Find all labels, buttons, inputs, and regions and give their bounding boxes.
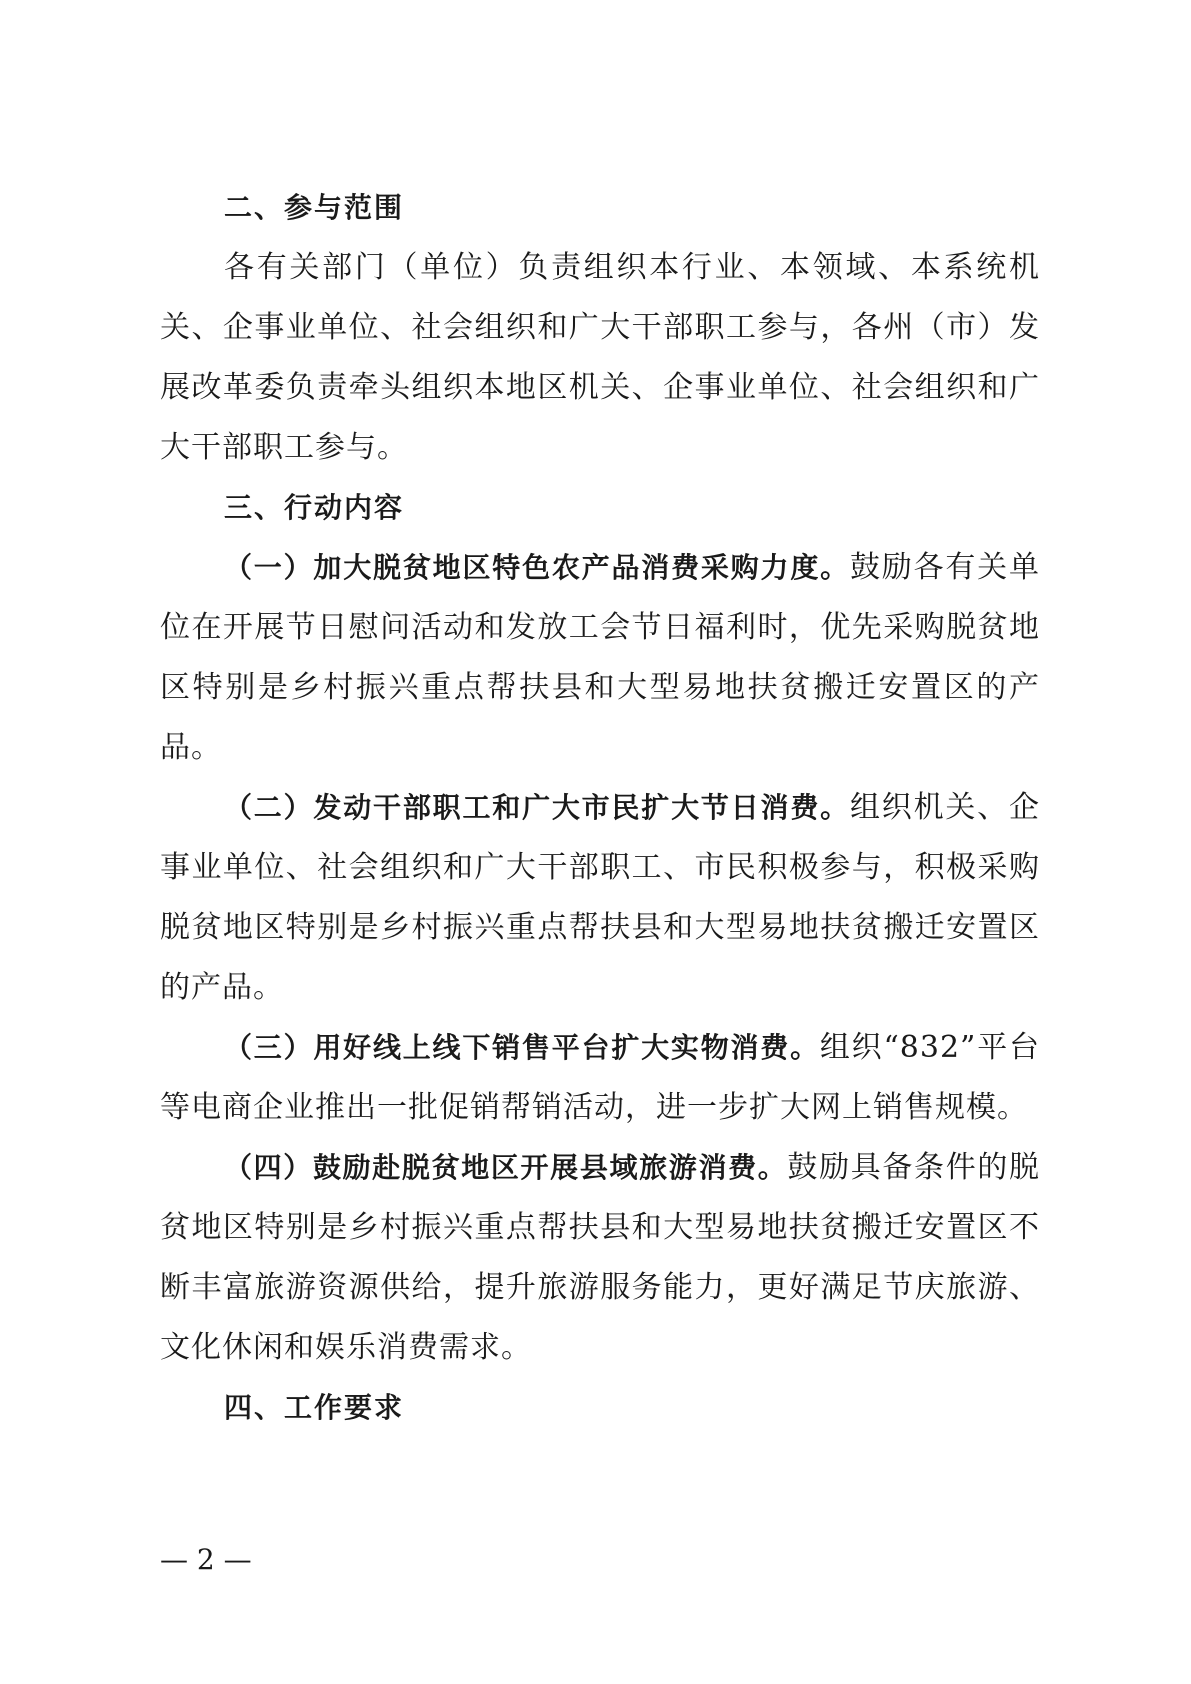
document-body (160, 178, 1040, 1438)
action-item-2-lead: （二）发动干部职工和广大市民扩大节日消费。 (224, 791, 850, 824)
page-number: — 2 — (160, 1543, 252, 1576)
action-item-3-text: 组织“832”平台等电商企业推出一批促销帮销活动，进一步扩大网上销售规模。 (160, 1030, 1040, 1125)
action-item-4-lead: （四）鼓励赴脱贫地区开展县域旅游消费。 (224, 1151, 788, 1184)
action-item-4-text: 鼓励具备条件的脱贫地区特别是乡村振兴重点帮扶县和大型易地扶贫搬迁安置区不断丰富旅游资源供给，提升旅游服务能力，更好满足节庆旅游、文化休闲和娱乐消费需求。 (160, 1150, 1040, 1365)
action-item-3 (160, 1018, 1040, 1138)
section-heading-actions: 三、行动内容 (224, 491, 405, 524)
action-item-2 (160, 778, 1040, 1018)
action-item-3-lead: （三）用好线上线下销售平台扩大实物消费。 (224, 1031, 820, 1064)
action-item-4 (160, 1138, 1040, 1378)
section-heading-requirements: 四、工作要求 (224, 1391, 405, 1424)
section-heading-scope: 二、参与范围 (224, 191, 405, 224)
action-item-1-lead: （一）加大脱贫地区特色农产品消费采购力度。 (224, 551, 850, 584)
action-item-1 (160, 538, 1040, 778)
scope-paragraph: 各有关部门（单位）负责组织本行业、本领域、本系统机关、企事业单位、社会组织和广大干部职工参与，各州（市）发展改革委负责牵头组织本地区机关、企事业单位、社会组织和广大干部职工参与。 (160, 250, 1040, 465)
action-item-2-text: 组织机关、企事业单位、社会组织和广大干部职工、市民积极参与，积极采购脱贫地区特别是乡村振兴重点帮扶县和大型易地扶贫搬迁安置区的产品。 (160, 790, 1040, 1005)
action-item-1-text: 鼓励各有关单位在开展节日慰问活动和发放工会节日福利时，优先采购脱贫地区特别是乡村振兴重点帮扶县和大型易地扶贫搬迁安置区的产品。 (160, 550, 1040, 765)
